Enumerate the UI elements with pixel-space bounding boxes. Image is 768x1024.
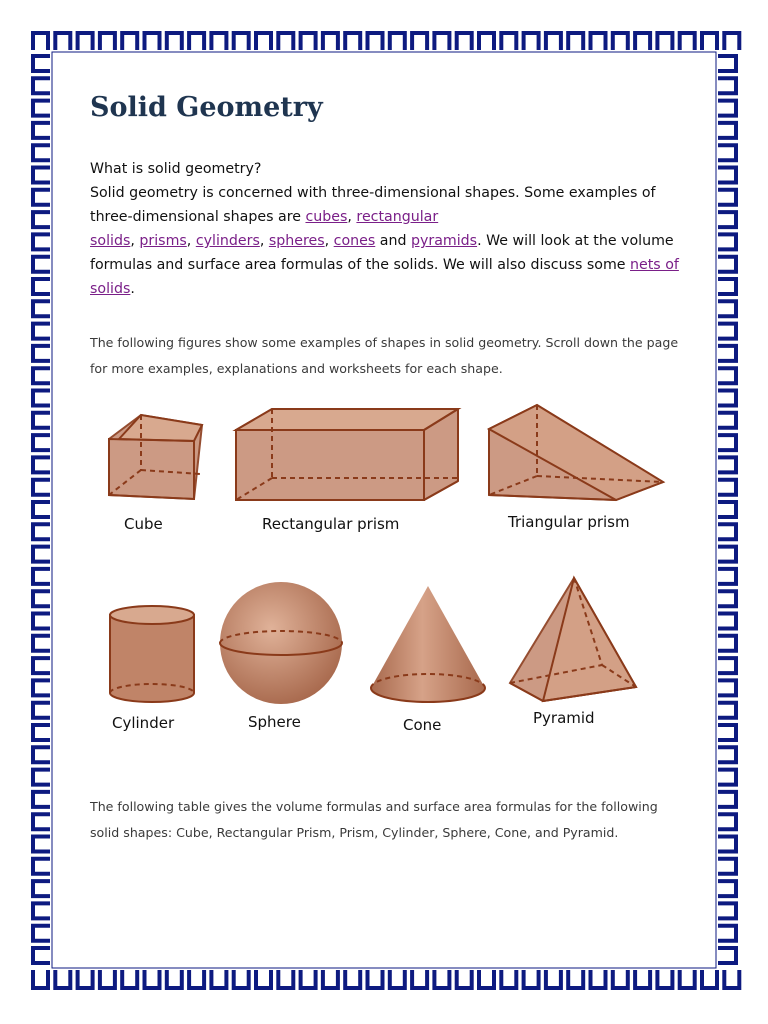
link-spheres[interactable]: spheres [268,233,325,249]
link-cylinders[interactable]: cylinders [195,233,260,249]
label-cylinder: Cylinder [112,714,175,732]
link-cones[interactable]: cones [333,233,376,249]
link-pyramids[interactable]: pyramids [410,233,478,249]
cube-shape [109,415,202,499]
link-prisms[interactable]: prisms [139,233,187,249]
intro-text: Solid geometry is concerned with three-dimensional shapes. Some examples of three-dimensional shapes are cubes, rectangular solids, prisms, cylinders, spheres, cones and pyramids. We will look at the volume formulas and surface area formulas of the solids. We will also discuss some nets of solids. [90,185,679,297]
figures-description: The following figures show some examples of shapes in solid geometry. Scroll down the page for more examples, explanations and worksheets for each shape. [90,335,679,376]
label-cube: Cube [124,515,163,533]
page-title: Solid Geometry [90,92,323,123]
intro-question: What is solid geometry? [90,161,262,177]
cone-shape [371,586,485,702]
link-rectangular-solids[interactable]: rectangular [356,209,439,225]
sphere-shape [220,582,342,704]
table-description: The following table gives the volume formulas and surface area formulas for the following solid shapes: Cube, Rectangular Prism, Prism, Cylinder, Sphere, Cone, and Pyramid. [90,799,658,840]
link-rectangular-solids-2[interactable]: solids [90,233,131,249]
cylinder-shape [110,606,194,702]
label-triangular-prism: Triangular prism [508,513,630,531]
label-pyramid: Pyramid [533,709,595,727]
label-rectangular-prism: Rectangular prism [262,515,400,533]
rectangular-prism-shape [236,409,458,500]
label-cone: Cone [403,716,442,734]
link-nets-of-solids[interactable]: nets of solids [90,257,679,297]
triangular-prism-shape [489,405,663,500]
label-sphere: Sphere [248,713,301,731]
pyramid-shape [510,578,636,701]
link-cubes[interactable]: cubes [305,209,348,225]
